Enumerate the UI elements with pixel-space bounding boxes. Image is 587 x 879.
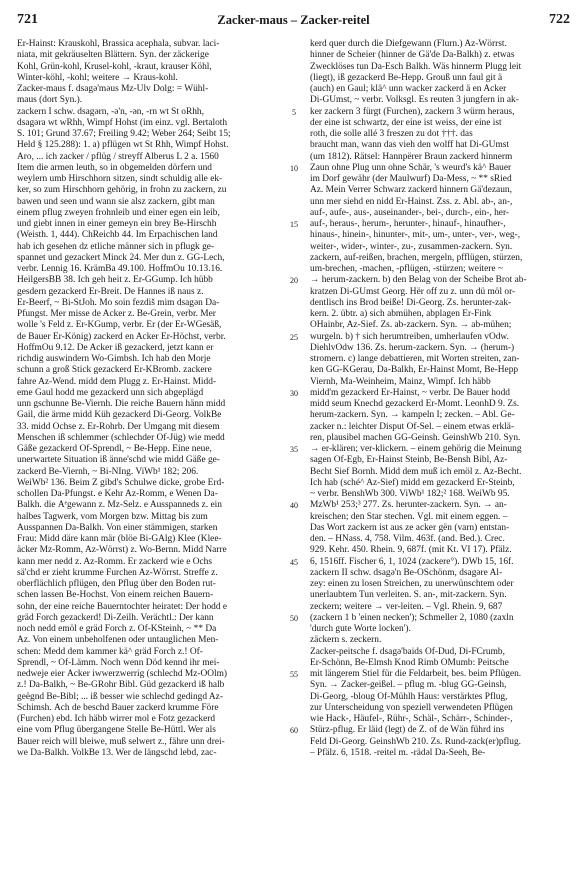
text-line-left: de Bauer Er-König) zackerd en Acker Er-Höchst, verbr. — [17, 331, 226, 342]
text-line-left: HeilgersBB 38. Ich geh heit z. Er-GGump. Ich hübb — [17, 275, 213, 286]
text-line-right: wie Hack-, Häufel-, Rühr-, Schäl-, Schärr-, Schinder-, — [310, 714, 513, 724]
text-line-left: (Furchen) ebd. Ich häbb wirrer mol e Fotz gezackerd — [17, 714, 216, 724]
text-line-right: MzWb¹ 253;³ 277. Zs. herunter-zackern. Syn. → an- — [310, 500, 507, 511]
text-line-left: Gäße gezackerd Of-Sprendl, ~ Be-Hepp. Eine neue, — [17, 444, 212, 454]
text-line-left: schen: Medd dem kammer kä^ gräd Forch z.! Of- — [17, 646, 203, 657]
text-line-right: ken GG-KGerau, Da-Balkh, Er-Hainst Momt, Be-Hepp — [310, 365, 519, 376]
text-line-right: auf-, aufe-, aus-, auseinander-, bei-, durch-, ein-, her- — [310, 207, 510, 218]
line-number: 45 — [290, 557, 298, 567]
text-line-left: Pfungst. Mer misse de Acker z. Be-Grein, verbr. Mer — [17, 309, 216, 319]
text-line-left: HoffmOu 9.12. De Acker iß gezackerd, jetzt kann er — [17, 342, 214, 353]
text-line-left: eine vom Pflug übergangene Stelle Be-Hüttl. Wer als — [17, 725, 216, 736]
text-line-left: Er-Beerf, ~ Bi-StJoh. Mo soin fezdiš mim dsagən Da- — [17, 297, 220, 308]
line-number: 60 — [290, 726, 298, 736]
text-line-left: wolle 's Feld z. Er-KGump, verbr. Er (der Er-WGesäß, — [17, 320, 222, 331]
text-line-right: der eine ist schwartz, der eine ist weiss, der eine ist — [310, 117, 502, 128]
text-line-right: hinaus-, hinein-, hinunter-, mit-, um-, unter-, ver-, weg-, — [310, 230, 521, 241]
text-line-right: (liegt), iß gezackerd Be-Hepp. Grouß unn faul git ä — [310, 72, 503, 83]
text-line-left: S. 101; Grund 37.67; Freiling 9.42; Weber 264; Seibt 15; — [17, 129, 231, 139]
text-line-left: Balkh. die Äᵉgewann z. Mz-Selz. e Ausspanneds z. ein — [17, 500, 222, 511]
text-line-right: zackern II schw. dsagə'n Be-OSchönm, dsagəre Al- — [310, 567, 503, 578]
text-line-right: kreischen; den Star stechen. Vgl. mit einem eggen. – — [310, 511, 508, 522]
text-line-left: unerwartete Situation iß änne'schd wie midd Gäße ge- — [17, 455, 220, 466]
text-line-left: bawen und seen und wann sie alsz zackern, gibt man — [17, 196, 215, 207]
text-line-right: Ich hab (sché^ Az-Sief) midd em gezackerd Er-Steinb, — [310, 477, 515, 488]
text-line-left: hab ich gesehen dz etliche männer sich in pflugk ge- — [17, 241, 215, 252]
text-line-left: äcker Mz-Romm, Az-Wörrst) z. Wo-Bernn. Midd Narre — [17, 545, 227, 556]
text-line-left: spannet und gezackert Minck 24. Mer dun z. GG-Lech, — [17, 252, 225, 263]
text-line-left: Az. Von einem unbeholfenen oder untauglichen Men- — [17, 635, 219, 646]
text-line-right: zäckern s. zeckern. — [310, 635, 382, 646]
line-number: 20 — [290, 276, 298, 286]
text-line-right: Di-Georg, -bloug Of-Mühlh Haus: verstärktes Pflug, — [310, 691, 508, 702]
text-line-right: braucht man, wann das vieh den wolff hat Di-GUmst — [310, 140, 509, 151]
text-line-left: schunn a groß Stick gezackerd Er-KBromb. zackere — [17, 365, 212, 376]
text-line-right: weiter-, wider-, winter-, zu-, zusammen-zackern. Syn. — [310, 241, 513, 252]
text-line-left: weylern umb Hirschhorn sitzen, sindt schuldig alle ek- — [17, 174, 223, 184]
text-line-right: unn mer siehd en nidd Er-Hainst. Zss. z. Abl. ab-, an-, — [310, 196, 513, 207]
text-line-right: ren, plausibel machen GG-Geinsh. GeinshWb 210. Syn. — [310, 432, 521, 443]
text-line-right: kern. 2. übtr. a) sich abmühen, abplagen Er-Fink — [310, 309, 492, 319]
text-line-left: dsagəra wt wRhh, Wimpf Hohst (im einz. vgl. Bertaloth — [17, 117, 228, 128]
text-line-right: Az. Mein Verrer Schwarz zackerd hinnern Gä'dezaun, — [310, 185, 512, 196]
text-line-right: stromern. c) lange debattieren, mit Worten streiten, zan- — [310, 354, 520, 364]
text-line-left: geëgnd Be-Bibl; ... iß besser wie schlechd gedingd Az- — [17, 691, 223, 702]
text-line-right: auf-, heraus-, herum-, herunter-, hinauf-, hinaufher-, — [310, 219, 506, 229]
text-line-right: Di-GUmst, ~ verbr. Volksgl. Es reuten 3 jungfern in ak- — [310, 95, 519, 106]
text-line-right: OHainbr, Az-Sief. Zs. ab-zackern. Syn. → ab-mühen; — [310, 320, 512, 331]
text-line-right: roth, die solle allé 3 freszen zu dot †††. das — [310, 129, 473, 139]
line-number: 40 — [290, 501, 298, 511]
text-line-right: herum-zackern. Syn. → kampeln I; zecken. – Abl. Ge- — [310, 410, 515, 421]
text-line-right: → er-klären; ver-klickern. – einem gehörig die Meinung — [310, 444, 522, 454]
text-line-left: Sprendl, ~ Of-Lämm. Noch wenn Död kennd ihr mei- — [17, 657, 220, 668]
text-line-left: Menschen iß schlemmer (schlechder Of-Jüg) wie medd — [17, 432, 225, 443]
text-line-left: Winter-köhl, -kohl; weitere → Kraus-kohl. — [17, 72, 178, 83]
right-column — [310, 39, 572, 759]
text-line-right: Er-Schönn, Be-Elmsh Knod Rimb OMumb: Peitsche — [310, 657, 509, 668]
text-line-left: verbr. Lennig 16. KrämBa 49.100. HoffmOu 10.13.16. — [17, 264, 223, 274]
text-line-right: kerd quer durch die Diefgewann (Flurn.) Az-Wörrst. — [310, 39, 507, 49]
text-line-right: – Pfälz. 6, 1518. -reitel m. -rädəl Da-Seeh, Be- — [310, 747, 486, 758]
text-line-left: kann mer nedd z. Az-Romm. Er zackerd wie e Ochs — [17, 556, 212, 567]
text-line-left: schen lassen Be-Hochst. Von einem reichen Bauern- — [17, 590, 214, 601]
text-line-left: halbes Tagwerk, vom Morgen bzw. Mittag bis zum — [17, 511, 208, 522]
text-line-right: 929. Kehr. 450. Rhein. 9, 687f. (mit Kt. VI 17). Pfälz. — [310, 545, 512, 556]
text-line-right: Zaun ohne Plug unn ohne Schär, 's weurd's kä^ Bauer — [310, 162, 512, 173]
text-line-left: zackerd Be-Viernh, ~ Bi-NIng. ViWb¹ 182; 206. — [17, 466, 199, 477]
line-number: 10 — [290, 163, 298, 173]
page-number-right: 722 — [549, 12, 570, 27]
text-line-left: Ausspannen Da-Balkh. Von einer stämmigen, starken — [17, 522, 218, 533]
text-line-right: midd seum Knechd gezackerd Er-Momt. LeonhD 9. Zs. — [310, 399, 520, 409]
page-number-left: 721 — [17, 12, 38, 27]
text-line-right: Becht Sief Bornh. Midd dem muß ich emöl z. Az-Becht. — [310, 466, 522, 477]
running-head: Zacker-maus – Zacker-reitel — [217, 13, 370, 27]
text-line-right: 6, 1516ff. Fischer 6, 1, 1024 (zackere°). DWb 15, 16f. — [310, 556, 514, 567]
text-line-left: richdig auswindern Wo-Gimbsh. Ich hab den Morje — [17, 354, 211, 364]
text-line-left: oberflächlich pflügen, den Pflug über den Boden rut- — [17, 579, 216, 589]
text-line-right: ~ verbr. BenshWb 300. ViWb¹ 182;² 168. WeiWb 95. — [310, 489, 510, 499]
text-line-left: (Weisth. 1, 444). ChReichb 44. Im Erpachischen land — [17, 230, 218, 241]
text-line-left: fahre Az-Wend. midd dem Plugg z. Er-Hainst. Midd- — [17, 376, 217, 387]
line-number: 30 — [290, 388, 298, 398]
text-line-left: niata, mit gekräuselten Blättern. Syn. der zäckerige — [17, 50, 209, 61]
text-line-left: Aro, ... ich zacker / pflüg / streyff Alberus L 2 a. 1560 — [17, 151, 219, 162]
text-line-left: nedweje eier Äcker iwwerzwerrig (schlechd Mz-OOlm) — [17, 669, 228, 679]
text-line-right: um-brechen, -machen, -pflügen, -stürzen; weitere ~ — [310, 264, 504, 274]
text-line-left: sohn, der eine reiche Bauerntochter heiratet: Der hodd e — [17, 601, 228, 612]
text-line-left: we Da-Balkh. VolkBe 13. Wer de längschd lebd, zac- — [17, 747, 217, 758]
text-line-right: dentlisch ins Brod beiße! Di-Georg. Zs. herunter-zak- — [310, 297, 512, 308]
text-line-right: zur Unterscheidung von speziell verwendeten Pflügen — [310, 702, 513, 713]
text-line-left: eme Gaul hodd me gezackerd unn sich abgeplägd — [17, 387, 204, 398]
text-line-right: Zacker-peitsche f. dsagə'baids Of-Dud, Di-FCrumb, — [310, 646, 505, 657]
text-line-right: zacker n.: leichter Disput Of-Sel. – einem etwas erklä- — [310, 421, 515, 432]
text-line-right: Das Wort zackern ist aus ze acker gën (varn) entstan- — [310, 522, 510, 533]
text-line-right: ker zackern 3 fürgt (Furchen), zackern 3 würm heraus, — [310, 106, 515, 117]
text-line-left: gesdern gezackerd Er-Breit. De Hannes iß naus z. — [17, 286, 204, 297]
text-line-left: schollen Da-Pfungst. e Kehr Az-Romm, e Wenen Da- — [17, 489, 218, 499]
text-line-right: sagen Of-Egb, Er-Hainst Steinb, Be-Bensh Bibl, Az- — [310, 455, 508, 466]
line-number: 35 — [290, 445, 298, 454]
text-line-right: zey: einen zu losen Streichen, zu unerwünschtem oder — [310, 579, 514, 589]
text-line-right: den. – HNass. 4, 758. Vilm. 463f. (and. Bed.). Crec. — [310, 534, 505, 544]
text-line-right: → herum-zackern. b) den Belag von der Scheibe Brot ab- — [310, 275, 527, 286]
text-line-left: z.! Da-Balkh, ~ Be-GRohr Bibl. Güd gezackerd iß halb — [17, 680, 225, 691]
text-line-left: Kohl, Grün-kohl, Krusel-kohl, -kraut, krauser Köhl, — [17, 61, 212, 72]
text-line-left: gräd Forch gezackerd! Di-Zeilh. Verächtl.: Der kann — [17, 612, 214, 623]
text-line-left: unn gschunne Be-Viernh. Die reiche Bauern hänn midd — [17, 399, 226, 409]
text-line-left: maus (dort Syn.). — [17, 95, 83, 106]
line-number: 55 — [290, 670, 298, 679]
text-line-left: einem pflug zweyen frohnleib und einer egen ein leib, — [17, 207, 220, 218]
text-line-right: 'durch gute Worte locken'). — [310, 624, 411, 634]
text-line-right: (zackern 1 b 'einen necken'); Schmeller 2, 1080 (zaxln — [310, 612, 514, 623]
text-line-right: Syn. → Zacker-geißel. – pflug m. -blug GG-Geinsh, — [310, 680, 507, 691]
text-line-left: Er-Hainst: Krauskohl, Brassica acephala, subvar. laci- — [17, 39, 220, 49]
text-line-left: Zacker-maus f. dsagə'məus Mz-Ülv Dolg: = Wühl- — [17, 84, 209, 94]
text-line-left: Bauer reich will bleiwe, muß selwert z., fähre unn drei- — [17, 736, 225, 747]
text-line-right: zackern, auf-reißen, brachen, mergeln, pfflügen, stürzen, — [310, 252, 523, 263]
text-line-right: (um 1812). Rätsel: Hannpërer Braun zackerd hinnerm — [310, 151, 513, 162]
text-line-right: im Dorf gewähr (der Maulwurf) Da-Mess, ~ ** sRied — [310, 174, 512, 184]
text-line-left: Gail, die ärme midd Küh gezackerd Di-Georg. VolkBe — [17, 410, 222, 421]
text-line-right: Stürz-pflug. Er läid (legt) de Z. of de Wän führd ins — [310, 725, 505, 736]
text-line-right: Zwecklöses tun Da-Esch Balkh. Wäs hinnerm Plugg leit — [310, 61, 522, 72]
text-line-right: unerlaubtem Tun verleiten. S. an-, mit-zackern. Syn. — [310, 590, 507, 601]
text-line-left: Held § 125.288): 1. a) pflügen wt St Rhh, Wimpf Hohst. — [17, 140, 229, 151]
text-line-left: ker, so zum Hirschhorn gehörig, in frohn zu zackern, zu — [17, 185, 227, 196]
text-line-right: wurgeln. b) † sich herumtreiben, umherlaufen vOdw. — [310, 331, 509, 342]
line-number: 15 — [290, 220, 298, 229]
text-line-left: sä'chd er zieht krumme Furchen Az-Wörrst. Streffe z. — [17, 567, 218, 578]
line-number: 5 — [292, 107, 296, 117]
text-line-right: Feld Di-Georg. GeinshWb 210. Zs. Rund-zack(er)pflug. — [310, 736, 521, 747]
page-header — [0, 12, 587, 32]
text-line-left: 33. midd Ochse z. Er-Rohrb. Der Umgang mit diesem — [17, 421, 220, 432]
line-number: 50 — [290, 613, 298, 623]
text-line-left: Item die armen leuth, so in obgemelden dörfern und — [17, 162, 212, 173]
text-line-right: kratzen Di-GUmst Georg. Hër off zu z. unn dü möl or- — [310, 286, 516, 297]
text-line-right: DiehlvOdw 136. Zs. herum-zackern. Syn. → (herum-) — [310, 342, 515, 353]
text-line-left: und giebt innen in einer gemeyn ein brey Be-Hirschh — [17, 219, 217, 229]
text-line-right: midd'm gezackerd Er-Hainst, ~ verbr. De Bauer hodd — [310, 387, 510, 398]
line-number: 25 — [290, 332, 298, 342]
text-line-left: WeiWb² 136. Beim Z gibd's Schulwe dicke, grobe Erd- — [17, 477, 225, 488]
text-line-left: zackern I schw. dsagərn, -ə'n, -ən, -rn wt St oRhh, — [17, 106, 204, 117]
left-column — [17, 39, 279, 759]
text-line-right: (auch) en Gaul; klä^ unn wacker zackerd ä en Acker — [310, 84, 507, 94]
text-line-right: zeckern; weitere → ver-leiten. – Vgl. Rhein. 9, 687 — [310, 601, 503, 612]
text-line-right: Viernh, Ma-Weinheim, Mainz, Wimpf. Ich häbb — [310, 376, 491, 387]
text-line-right: mit längerem Stiel für die Feldarbeit, bes. beim Pflügen. — [310, 669, 522, 679]
text-line-left: noch nedd emöl e gräd Forch z. Of-KSteinh, ~ ** Da — [17, 624, 217, 634]
text-line-right: hinner de Scheier (hinner de Gä'de Da-Balkh) z. etwas — [310, 50, 515, 61]
text-line-left: Schimsh. Äch de beschd Bauer zackerd krumme Före — [17, 702, 219, 713]
text-line-left: Frau: Midd däre kann mär (blöe Bi-GAlg) Klee (Klee- — [17, 534, 222, 544]
